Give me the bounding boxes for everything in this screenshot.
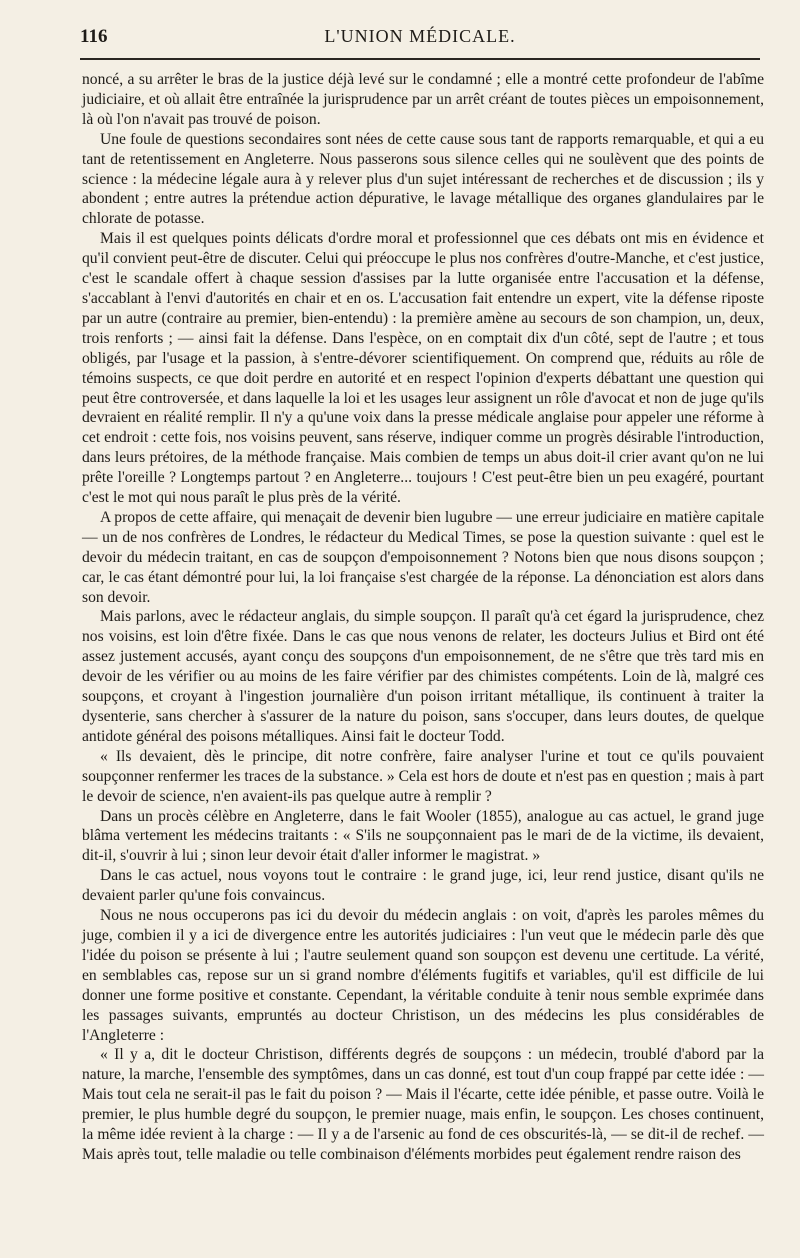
paragraph: Mais il est quelques points délicats d'ordre moral et professionnel que ces débats ont mis en évidence et qu'il convient peut-être de discuter. Celui qui préoccupe le plus nos confrères d'outre-Manche, et c'est justice, c'est le scandale offert à chaque session d'assises par la lutte organisée entre l'accusation et la défense, s'accablant à l'envi d'autorités en chair et en os. L'accusation fait entendre un expert, vite la défense riposte par un autre (contraire au premier, bien-entendu) : la première amène au secours de son champion, un, deux, trois renforts ; — ainsi fait la défense. Dans l'espèce, on en comptait dix d'un côté, sept de l'autre ; et tous obligés, par l'usage et la passion, à s'entre-dévorer scientifiquement. On comprend que, réduits au rôle de témoins suspects, ce que doit perdre en autorité et en respect l'opinion d'experts débattant une question qui peut être controversée, et dans laquelle la loi et les usages leur assignent un rôle d'avocat et non de juge qu'ils devraient en réalité remplir. Il n'y a qu'une voix dans la presse médicale anglaise pour appeler une réforme à cet endroit : cette fois, nos voisins peuvent, sans réserve, indiquer comme un progrès désirable l'introduction, dans leurs prétoires, de la méthode française. Mais combien de temps un abus doit-il crier avant qu'on ne lui prête l'oreille ? Longtemps partout ? en Angleterre... toujours ! C'est peut-être bien un peu exagéré, pourtant c'est le mot qui nous paraît le plus près de la vérité. [82,230,764,507]
paragraph: A propos de cette affaire, qui menaçait de devenir bien lugubre — une erreur judiciaire en matière capitale — un de nos confrères de Londres, le rédacteur du Medical Times, se pose la question suivante : quel est le devoir du médecin traitant, en cas de soupçon d'empoisonnement ? Notons bien que nous disons soupçon ; car, le cas étant démontré pour lui, la loi française s'est chargée de la réponse. La dénonciation est alors dans son devoir. [82,508,764,606]
page-number: 116 [80,26,108,47]
running-title: L'UNION MÉDICALE. [324,26,516,46]
paragraph: noncé, a su arrêter le bras de la justice déjà levé sur le condamné ; elle a montré cette profondeur de l'abîme judiciaire, et où allait être entraînée la jurisprudence par un arrêt créant de toutes pièces un empoisonnement, là où l'on n'avait pas trouvé de poison. [82,71,764,128]
paragraph: Nous ne nous occuperons pas ici du devoir du médecin anglais : on voit, d'après les paroles mêmes du juge, combien il y a ici de divergence entre les autorités judiciaires : l'un veut que le médecin parle dès que l'idée du poison se présente à lui ; l'autre seulement quand son soupçon est devenu une certitude. La vérité, en semblables cas, repose sur un si grand nombre d'éléments fugitifs et variables, qu'il est difficile de lui donner une forme positive et constante. Cependant, la véritable conduite à tenir nous semble exprimée dans les passages suivants, empruntés au docteur Christison, un des médecins les plus considérables de l'Angleterre : [82,907,764,1044]
page-header [80,22,760,52]
paragraph: « Il y a, dit le docteur Christison, différents degrés de soupçons : un médecin, troublé d'abord par la nature, la marche, l'ensemble des symptômes, dans un cas donné, est tout d'un coup frappé par cette idée : — Mais tout cela ne serait-il pas le fait du poison ? — Mais il l'écarte, cette idée pénible, et passe outre. Voilà le premier, le plus humble degré du soupçon, le premier nuage, mais enfin, le soupçon. Les choses continuent, la même idée revient à la charge : — Il y a de l'arsenic au fond de ces obscurités-là, — se dit-il de rechef. — Mais après tout, telle maladie ou telle combinaison d'éléments morbides peut également rendre raison des [82,1046,764,1163]
paragraph: Dans le cas actuel, nous voyons tout le contraire : le grand juge, ici, leur rend justice, disant qu'ils ne devaient parler qu'une fois convaincus. [82,867,764,905]
header-rule [80,58,760,60]
body-text [82,70,764,1165]
paragraph: Dans un procès célèbre en Angleterre, dans le fait Wooler (1855), analogue au cas actuel, le grand juge blâma vertement les médecins traitants : « S'ils ne soupçonnaient pas le mari de de la victime, ils devaient, dit-il, s'ouvrir à lui ; sinon leur devoir était d'aller informer le magistrat. » [82,807,764,865]
paragraph: « Ils devaient, dès le principe, dit notre confrère, faire analyser l'urine et tout ce qu'ils pouvaient soupçonner renfermer les traces de la substance. » Cela est hors de doute et n'est pas en question ; mais à part le devoir de science, n'en avaient-ils pas quelque autre à remplir ? [82,747,764,805]
paragraph: Une foule de questions secondaires sont nées de cette cause sous tant de rapports remarquable, et qui a eu tant de retentissement en Angleterre. Nous passerons sous silence celles qui ne soulèvent que des points de science : la médecine légale aura à y relever plus d'un sujet intéressant de recherches et de discussion ; ils y abondent ; entre autres la prétendue action dépurative, le lavage métallique des organes glandulaires par le chlorate de potasse. [82,130,764,228]
paragraph: Mais parlons, avec le rédacteur anglais, du simple soupçon. Il paraît qu'à cet égard la jurisprudence, chez nos voisins, est loin d'être fixée. Dans le cas que nous venons de relater, les docteurs Julius et Bird ont été assez justement accusés, ayant conçu des soupçons d'un empoisonnement, de ne s'être que très tard mis en devoir de les vérifier ou au moins de les faire vérifier par des chimistes compétents. Loin de là, malgré ces soupçons, et croyant à l'ingestion journalière d'un poison irritant métallique, ils continuent à traiter la dysenterie, sans chercher à s'assurer de la nature du poison, sans s'occuper, dans leurs doutes, de quelque antidote général des poisons métalliques. Ainsi fait le docteur Todd. [82,608,764,745]
